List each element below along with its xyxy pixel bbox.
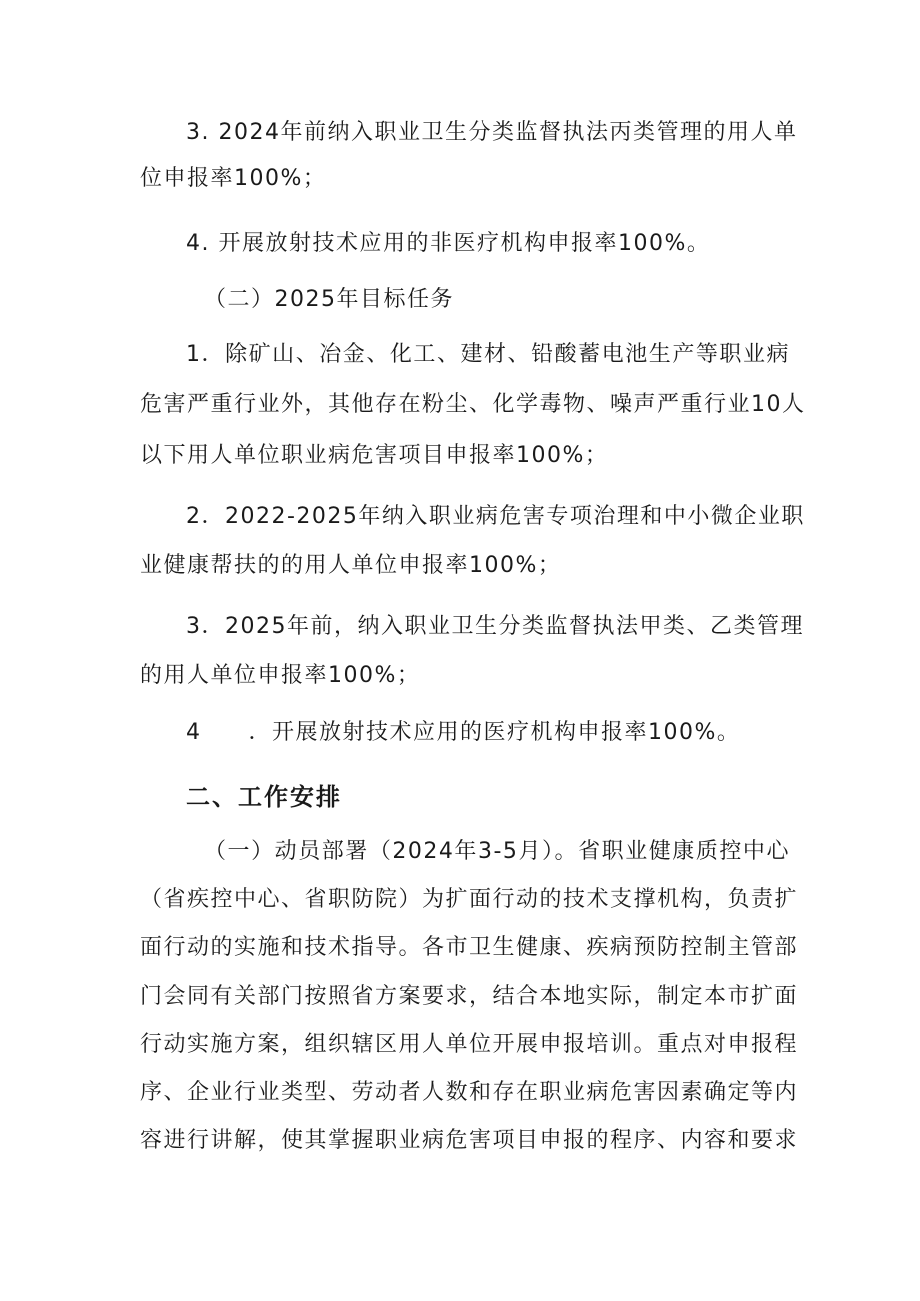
text-line: 序、企业行业类型、劳动者人数和存在职业病危害因素确定等内 [140, 1080, 799, 1105]
section-subheading: （二）2025年目标任务 [204, 287, 454, 312]
text-line: 2．2022-2025年纳入职业病危害专项治理和中小微企业职 [186, 504, 805, 529]
text-line: 4 ．开展放射技术应用的医疗机构申报率100%。 [186, 720, 741, 745]
text-line: 行动实施方案，组织辖区用人单位开展申报培训。重点对申报程 [140, 1032, 799, 1057]
text-line: 3. 2024年前纳入职业卫生分类监督执法丙类管理的用人单 [186, 120, 798, 145]
text-line: 容进行讲解，使其掌握职业病危害项目申报的程序、内容和要求 [140, 1128, 799, 1153]
text-line: 1．除矿山、冶金、化工、建材、铅酸蓄电池生产等职业病 [186, 342, 790, 367]
text-line: 门会同有关部门按照省方案要求，结合本地实际，制定本市扩面 [140, 984, 799, 1009]
text-line: 4. 开展放射技术应用的非医疗机构申报率100%。 [186, 231, 711, 256]
text-line: 面行动的实施和技术指导。各市卫生健康、疾病预防控制主管部 [140, 935, 799, 960]
text-line: 的用人单位申报率100%； [140, 663, 421, 688]
text-line: 业健康帮扶的的用人单位申报率100%； [140, 553, 562, 578]
text-line: （省疾控中心、省职防院）为扩面行动的技术支撑机构，负责扩 [140, 887, 799, 912]
text-line: 3．2025年前，纳入职业卫生分类监督执法甲类、乙类管理 [186, 614, 804, 639]
text-line: 以下用人单位职业病危害项目申报率100%； [140, 443, 609, 468]
text-line: 位申报率100%； [140, 166, 327, 191]
section-heading: 二、工作安排 [186, 783, 342, 811]
text-line: 危害严重行业外，其他存在粉尘、化学毒物、噪声严重行业10人 [140, 392, 806, 417]
text-line: （一）动员部署（2024年3-5月）。省职业健康质控中心 [204, 839, 790, 864]
